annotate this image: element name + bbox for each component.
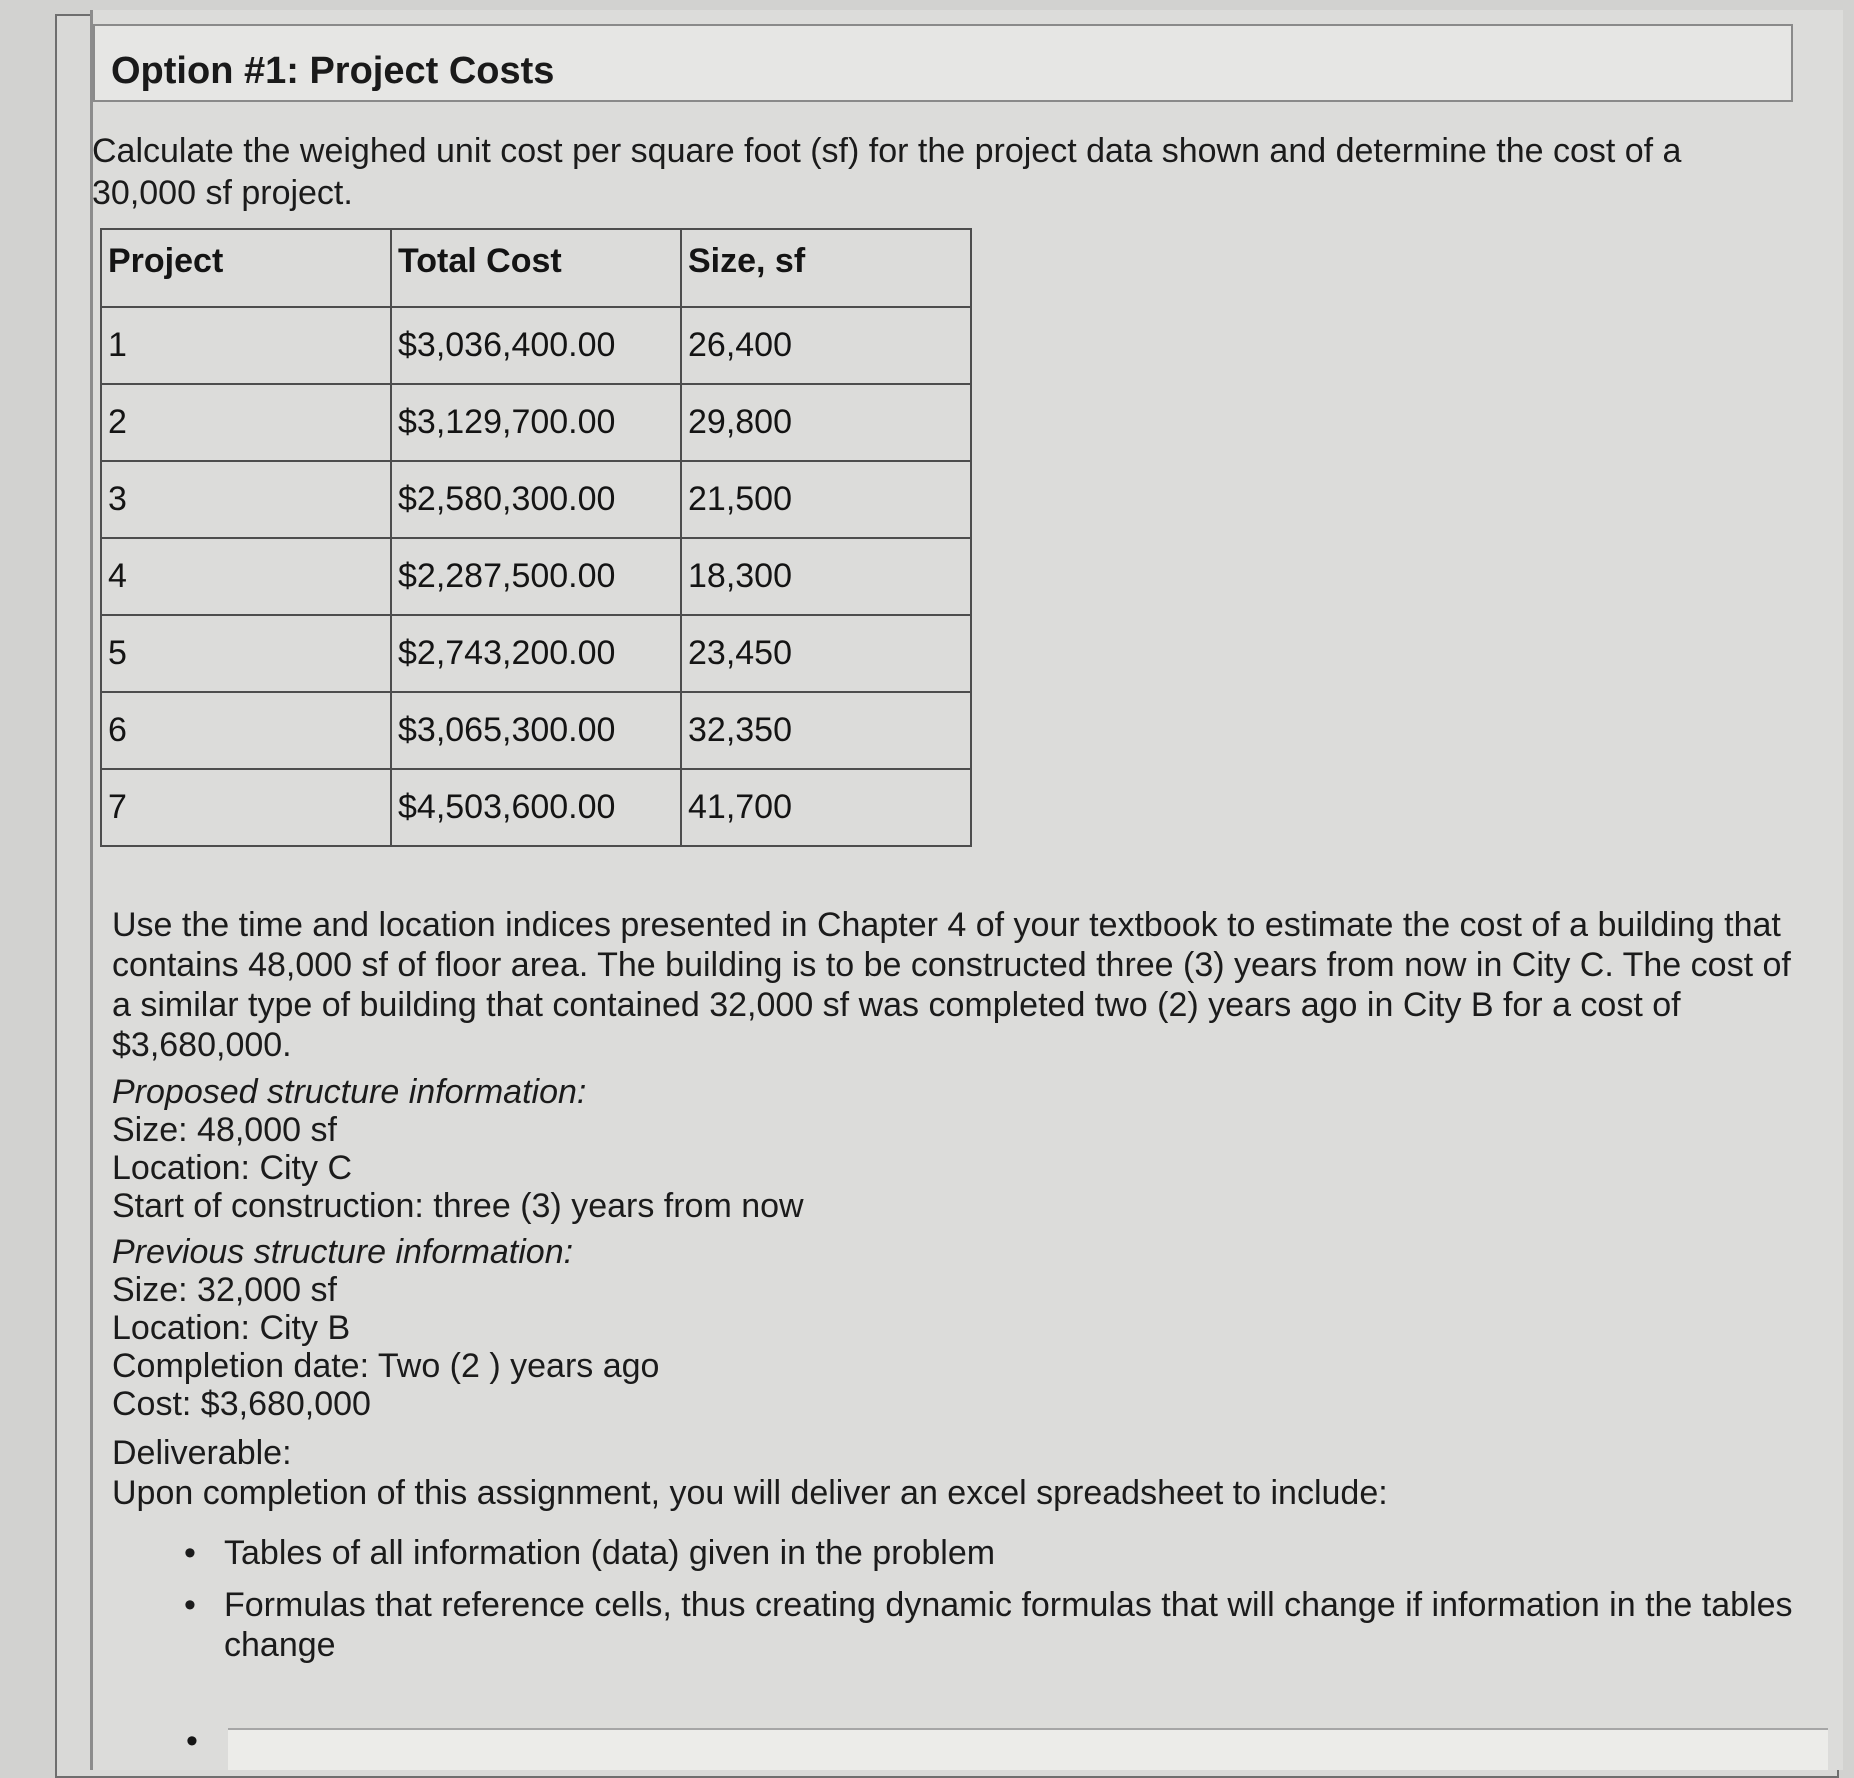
project-costs-table: [100, 228, 972, 847]
cell-total-cost: $2,743,200.00: [391, 615, 681, 692]
list-item: [184, 1533, 1812, 1573]
bullet-icon: •: [184, 1586, 196, 1624]
table-row: [101, 461, 971, 538]
list-item-text: Formulas that reference cells, thus creating dynamic formulas that will change if information in the tables change: [224, 1586, 1793, 1664]
cell-size: 26,400: [681, 307, 971, 384]
problem-paragraph: Use the time and location indices presented in Chapter 4 of your textbook to estimate the cost of a building that contains 48,000 sf of floor area. The building is to be constructed three (3) years from now in City C. The cost of a similar type of building that contained 32,000 sf was completed two (2) years ago in City B for a cost of $3,680,000.: [112, 906, 1791, 1064]
intro-text: Calculate the weighed unit cost per square foot (sf) for the project data shown and determine the cost of a 30,000 sf project.: [92, 132, 1682, 212]
proposed-location: Location: City C: [112, 1149, 352, 1187]
cell-total-cost: $3,129,700.00: [391, 384, 681, 461]
table-header-row: [101, 229, 971, 307]
page-title: Option #1: Project Costs: [111, 50, 555, 92]
cell-size: 18,300: [681, 538, 971, 615]
cell-project: 1: [101, 307, 391, 384]
deliverable-block: [112, 1433, 1812, 1513]
cell-total-cost: $3,036,400.00: [391, 307, 681, 384]
table-row: [101, 692, 971, 769]
cut-off-content-strip: [228, 1728, 1828, 1770]
cell-project: 7: [101, 769, 391, 846]
cell-total-cost: $2,580,300.00: [391, 461, 681, 538]
cell-size: 32,350: [681, 692, 971, 769]
deliverable-text: Upon completion of this assignment, you will deliver an excel spreadsheet to include:: [112, 1474, 1388, 1512]
previous-size: Size: 32,000 sf: [112, 1271, 337, 1309]
table-row: [101, 615, 971, 692]
header-total-cost: Total Cost: [391, 229, 681, 307]
cell-size: 23,450: [681, 615, 971, 692]
proposed-size: Size: 48,000 sf: [112, 1111, 337, 1149]
header-project: Project: [101, 229, 391, 307]
deliverable-heading: Deliverable:: [112, 1434, 292, 1472]
cell-project: 6: [101, 692, 391, 769]
cell-project: 3: [101, 461, 391, 538]
cell-project: 2: [101, 384, 391, 461]
table-row: [101, 384, 971, 461]
cell-total-cost: $2,287,500.00: [391, 538, 681, 615]
problem-body: [112, 905, 1812, 1677]
bullet-icon: •: [184, 1534, 196, 1572]
proposed-heading: Proposed structure information:: [112, 1073, 587, 1111]
table-row: [101, 307, 971, 384]
cell-project: 5: [101, 615, 391, 692]
previous-location: Location: City B: [112, 1309, 351, 1347]
header-size: Size, sf: [681, 229, 971, 307]
cell-total-cost: $3,065,300.00: [391, 692, 681, 769]
previous-structure-block: [112, 1233, 1812, 1423]
cell-size: 29,800: [681, 384, 971, 461]
cell-project: 4: [101, 538, 391, 615]
cell-total-cost: $4,503,600.00: [391, 769, 681, 846]
table-row: [101, 538, 971, 615]
proposed-structure-block: [112, 1073, 1812, 1225]
previous-cost: Cost: $3,680,000: [112, 1385, 371, 1423]
cell-size: 41,700: [681, 769, 971, 846]
proposed-start: Start of construction: three (3) years from now: [112, 1187, 804, 1225]
bullet-icon: •: [186, 1722, 198, 1760]
deliverable-list: [112, 1533, 1812, 1665]
list-item-text: Tables of all information (data) given in the problem: [224, 1534, 996, 1572]
title-box: [93, 24, 1793, 102]
cell-size: 21,500: [681, 461, 971, 538]
previous-heading: Previous structure information:: [112, 1233, 574, 1271]
list-item: [184, 1585, 1812, 1665]
previous-completion: Completion date: Two (2 ) years ago: [112, 1347, 660, 1385]
table-row: [101, 769, 971, 846]
